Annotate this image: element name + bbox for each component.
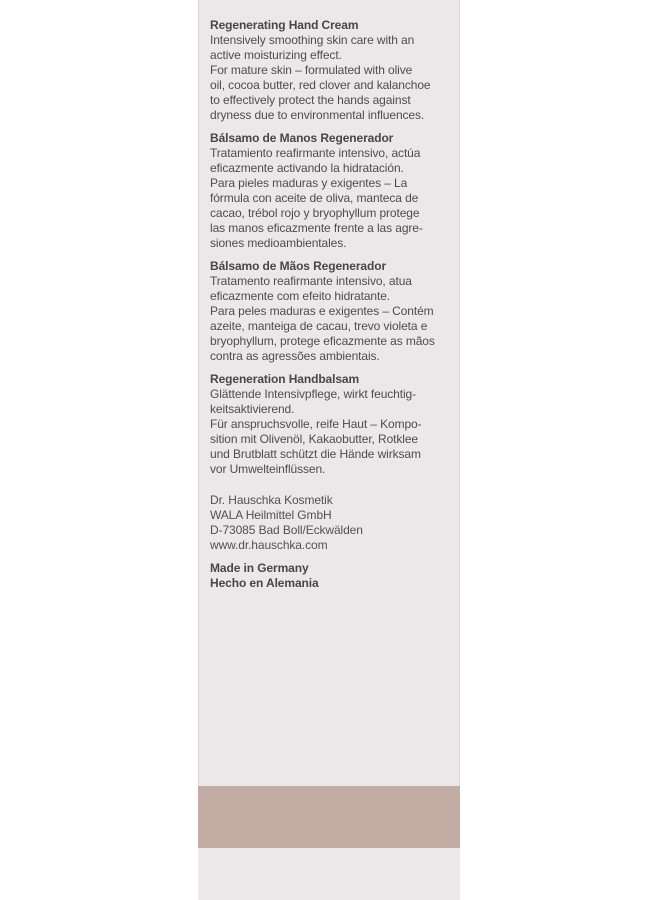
section-line: vor Umwelteinflüssen. [210, 462, 326, 476]
section-spanish [210, 131, 454, 251]
section-heading: Regeneration Handbalsam [210, 372, 360, 386]
address-line: WALA Heilmittel GmbH [210, 508, 332, 522]
section-line: und Brutblatt schützt die Hände wirksam [210, 447, 421, 461]
section-line: contra as agressões ambientais. [210, 349, 380, 363]
section-line: dryness due to environmental influences. [210, 108, 425, 122]
section-line: azeite, manteiga de cacau, trevo violeta e [210, 319, 428, 333]
section-line: Intensively smoothing skin care with an [210, 33, 415, 47]
section-line: siones medioambientales. [210, 236, 347, 250]
section-line: Glättende Intensivpflege, wirkt feuchtig- [210, 387, 417, 401]
section-english [210, 18, 454, 123]
section-line: to effectively protect the hands against [210, 93, 411, 107]
section-line: oil, cocoa butter, red clover and kalanchoe [210, 78, 431, 92]
box-side-panel [198, 0, 460, 900]
section-line: Tratamiento reafirmante intensivo, actúa [210, 146, 421, 160]
origin-line: Hecho en Alemania [210, 576, 319, 590]
section-line: Para pieles maduras y exigentes – La [210, 176, 408, 190]
section-line: active moisturizing effect. [210, 48, 342, 62]
country-of-origin [210, 561, 454, 591]
section-line: bryophyllum, protege eficazmente as mãos [210, 334, 435, 348]
section-line: cacao, trébol rojo y bryophyllum protege [210, 206, 420, 220]
section-german [210, 372, 454, 477]
section-line: sition mit Olivenöl, Kakaobutter, Rotklee [210, 432, 419, 446]
color-band [198, 786, 460, 848]
section-line: eficazmente activando la hidratación. [210, 161, 404, 175]
address-line: www.dr.hauschka.com [210, 538, 328, 552]
manufacturer-address [210, 493, 454, 553]
section-line: Para peles maduras e exigentes – Contém [210, 304, 434, 318]
label-text-block [210, 18, 454, 591]
section-line: Tratamento reafirmante intensivo, atua [210, 274, 412, 288]
section-line: eficazmente com efeito hidratante. [210, 289, 391, 303]
address-line: Dr. Hauschka Kosmetik [210, 493, 333, 507]
section-line: Für anspruchsvolle, reife Haut – Kompo- [210, 417, 422, 431]
section-portuguese [210, 259, 454, 364]
origin-line: Made in Germany [210, 561, 309, 575]
section-line: las manos eficazmente frente a las agre- [210, 221, 423, 235]
section-heading: Regenerating Hand Cream [210, 18, 359, 32]
section-line: fórmula con aceite de oliva, manteca de [210, 191, 419, 205]
section-heading: Bálsamo de Manos Regenerador [210, 131, 394, 145]
section-line: For mature skin – formulated with olive [210, 63, 413, 77]
box-bottom-strip [198, 848, 460, 900]
address-line: D-73085 Bad Boll/Eckwälden [210, 523, 363, 537]
section-line: keitsaktivierend. [210, 402, 295, 416]
section-heading: Bálsamo de Mãos Regenerador [210, 259, 387, 273]
